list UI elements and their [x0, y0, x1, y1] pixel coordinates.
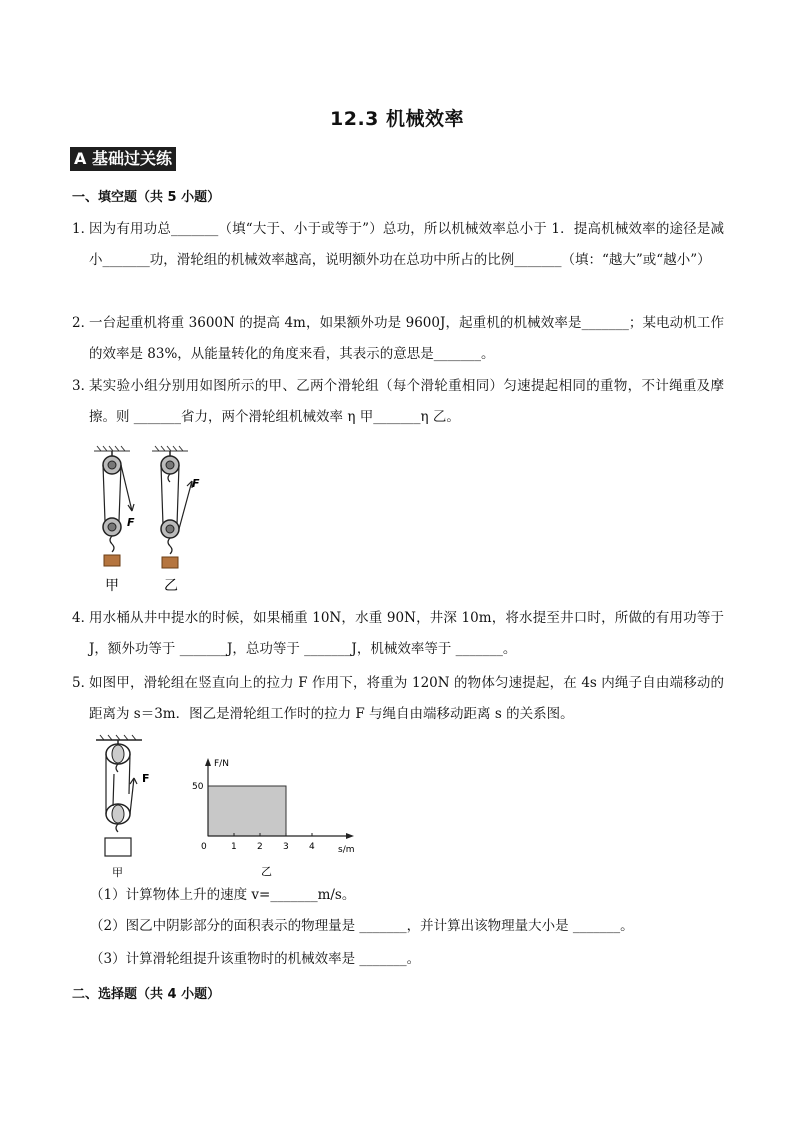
question-number: 2． — [72, 315, 95, 331]
question-text: 某实验小组分别用如图所示的甲、乙两个滑轮组（每个滑轮重相同）匀速提起相同的重物，不计绳重及摩擦。则 _______省力，两个滑轮组机械效率 η 甲_______η 乙。 — [89, 378, 724, 425]
pulley-system-yi — [161, 451, 192, 568]
question-3 — [72, 371, 724, 433]
y-axis-arrow — [205, 758, 211, 766]
x-tick-label: 3 — [283, 842, 289, 852]
x-tick-label: 4 — [309, 842, 315, 852]
shaded-work-area — [208, 786, 286, 836]
x-tick-label: 2 — [257, 842, 263, 852]
page-title: 12.3 机械效率 — [330, 108, 464, 130]
question-text: 用水桶从井中提水的时候，如果桶重 10N，水重 90N，井深 10m，将水提至井口时，所做的有用功等于 J，额外功等于 _______J，总功等于 _______J，机械效率等于 _______。 — [89, 610, 724, 657]
label-yi: 乙 — [164, 578, 178, 594]
question-1 — [72, 214, 724, 276]
question-number: 5． — [72, 675, 95, 691]
section-heading-fill-blank: 一、填空题（共 5 小题） — [72, 190, 221, 205]
x-tick-label: 1 — [231, 842, 237, 852]
question-number: 3． — [72, 378, 95, 394]
question-4 — [72, 603, 724, 665]
label-jia: 甲 — [105, 578, 119, 594]
question-text: 如图甲，滑轮组在竖直向上的拉力 F 作用下，将重为 120N 的物体匀速提起，在 4s 内绳子自由端移动的距离为 s＝3m．图乙是滑轮组工作时的拉力 F 与绳自由端移动距离 s 的关系图。 — [89, 675, 724, 722]
force-label-yi: F — [192, 477, 200, 490]
question-number: 4． — [72, 610, 95, 626]
force-label-jia: F — [127, 516, 135, 529]
question-text: 因为有用功总_______（填“大于、小于或等于”）总功，所以机械效率总小于 1．提高机械效率的途径是减小_______功，滑轮组的机械效率越高，说明额外功在总功中所占的比例_______（填：“越大”或“越小”） — [89, 221, 724, 268]
question-text: 一台起重机将重 3600N 的提高 4m，如果额外功是 9600J，起重机的机械效率是_______；某电动机工作的效率是 83%，从能量转化的角度来看，其表示的意思是_______。 — [89, 315, 724, 362]
section-heading-multiple-choice: 二、选择题（共 4 小题） — [72, 987, 221, 1002]
x-axis-arrow — [346, 833, 354, 839]
question-2 — [72, 308, 724, 370]
q5-sub-3: （3）计算滑轮组提升该重物时的机械效率是 _______。 — [90, 951, 421, 967]
question-number: 1． — [72, 221, 95, 237]
y-tick-label: 50 — [192, 782, 204, 792]
x-axis-label: s/m — [338, 845, 355, 855]
force-label: F — [142, 772, 150, 785]
pulley-figure-q5 — [92, 734, 172, 879]
label-yi: 乙 — [261, 865, 272, 878]
pulley-system-jia — [103, 451, 134, 566]
x-tick-label: 0 — [201, 842, 207, 852]
label-jia: 甲 — [112, 866, 123, 879]
pulley-figure-q3 — [88, 443, 218, 595]
force-distance-chart — [188, 754, 368, 879]
y-axis-label: F/N — [214, 759, 229, 769]
section-badge: A 基础过关练 — [70, 147, 176, 171]
q5-sub-1: （1）计算物体上升的速度 v=_______m/s。 — [90, 887, 356, 903]
question-5 — [72, 668, 724, 730]
q5-sub-2: （2）图乙中阴影部分的面积表示的物理量是 _______，并计算出该物理量大小是 _______。 — [90, 918, 634, 934]
